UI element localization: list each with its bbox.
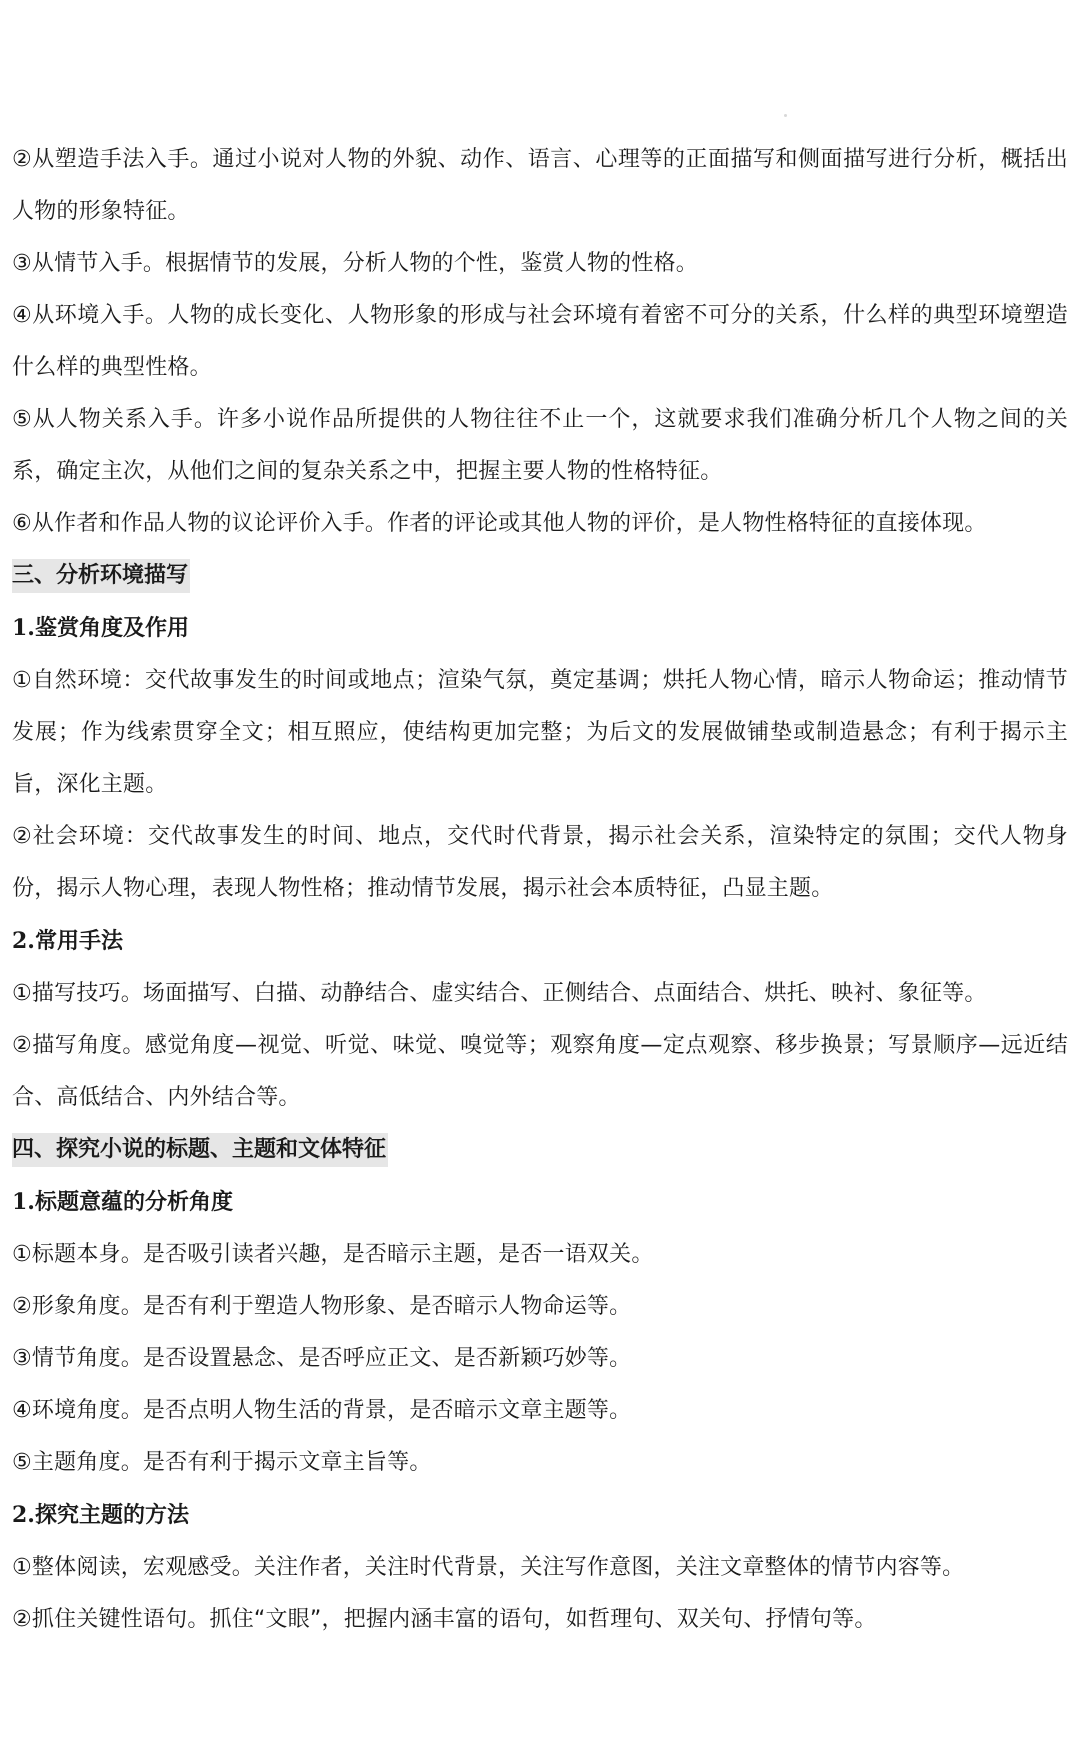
paragraph-description-skills: ①描写技巧。场面描写、白描、动静结合、虚实结合、正侧结合、点面结合、烘托、映衬、象征等。 xyxy=(12,981,987,1006)
section-heading-environment xyxy=(12,550,1068,602)
paragraph-plot-angle: ③情节角度。是否设置悬念、是否呼应正文、是否新颖巧妙等。 xyxy=(12,1346,632,1371)
paragraph-title-itself: ①标题本身。是否吸引读者兴趣，是否暗示主题，是否一语双关。 xyxy=(12,1242,654,1267)
section-heading-text: 四、探究小说的标题、主题和文体特征 xyxy=(12,1133,388,1167)
document-content xyxy=(12,134,1068,1646)
paragraph-plot: ③从情节入手。根据情节的发展，分析人物的个性，鉴赏人物的性格。 xyxy=(12,251,698,276)
paragraph-environment: ④从环境入手。人物的成长变化、人物形象的形成与社会环境有着密不可分的关系，什么样的典型环境塑造什么样的典型性格。 xyxy=(12,303,1068,380)
paragraph-character-relations: ⑤从人物关系入手。许多小说作品所提供的人物往往不止一个，这就要求我们准确分析几个人物之间的关系，确定主次，从他们之间的复杂关系之中，把握主要人物的性格特征。 xyxy=(12,407,1068,484)
subheading-title-analysis: 1.标题意蕴的分析角度 xyxy=(12,1189,233,1215)
paragraph-key-sentences: ②抓住关键性语句。抓住“文眼”，把握内涵丰富的语句，如哲理句、双关句、抒情句等。 xyxy=(12,1607,877,1632)
section-heading-text: 三、分析环境描写 xyxy=(12,559,190,593)
paragraph-overall-reading: ①整体阅读，宏观感受。关注作者，关注时代背景，关注写作意图，关注文章整体的情节内容等。 xyxy=(12,1555,965,1580)
paragraph-image-angle: ②形象角度。是否有利于塑造人物形象、是否暗示人物命运等。 xyxy=(12,1294,632,1319)
paragraph-social-environment: ②社会环境：交代故事发生的时间、地点，交代时代背景，揭示社会关系，渲染特定的氛围；交代人物身份，揭示人物心理，表现人物性格；推动情节发展，揭示社会本质特征，凸显主题。 xyxy=(12,824,1068,901)
subheading-appreciation-angle: 1.鉴赏角度及作用 xyxy=(12,615,189,641)
subheading-common-techniques: 2.常用手法 xyxy=(12,928,123,954)
scan-speck xyxy=(784,114,787,117)
paragraph-description-angle: ②描写角度。感觉角度—视觉、听觉、味觉、嗅觉等；观察角度—定点观察、移步换景；写景顺序—远近结合、高低结合、内外结合等。 xyxy=(12,1033,1068,1110)
paragraph-author-comments: ⑥从作者和作品人物的议论评价入手。作者的评论或其他人物的评价，是人物性格特征的直接体现。 xyxy=(12,511,987,536)
paragraph-theme-angle: ⑤主题角度。是否有利于揭示文章主旨等。 xyxy=(12,1450,432,1475)
paragraph-environment-angle: ④环境角度。是否点明人物生活的背景，是否暗示文章主题等。 xyxy=(12,1398,632,1423)
subheading-theme-methods: 2.探究主题的方法 xyxy=(12,1502,189,1528)
paragraph-shaping-technique: ②从塑造手法入手。通过小说对人物的外貌、动作、语言、心理等的正面描写和侧面描写进行分析，概括出人物的形象特征。 xyxy=(12,147,1068,224)
section-heading-title-theme xyxy=(12,1124,1068,1176)
paragraph-natural-environment: ①自然环境：交代故事发生的时间或地点；渲染气氛，奠定基调；烘托人物心情，暗示人物命运；推动情节发展；作为线索贯穿全文；相互照应，使结构更加完整；为后文的发展做铺垫或制造悬念；有利于揭示主旨，深化主题。 xyxy=(12,668,1068,797)
